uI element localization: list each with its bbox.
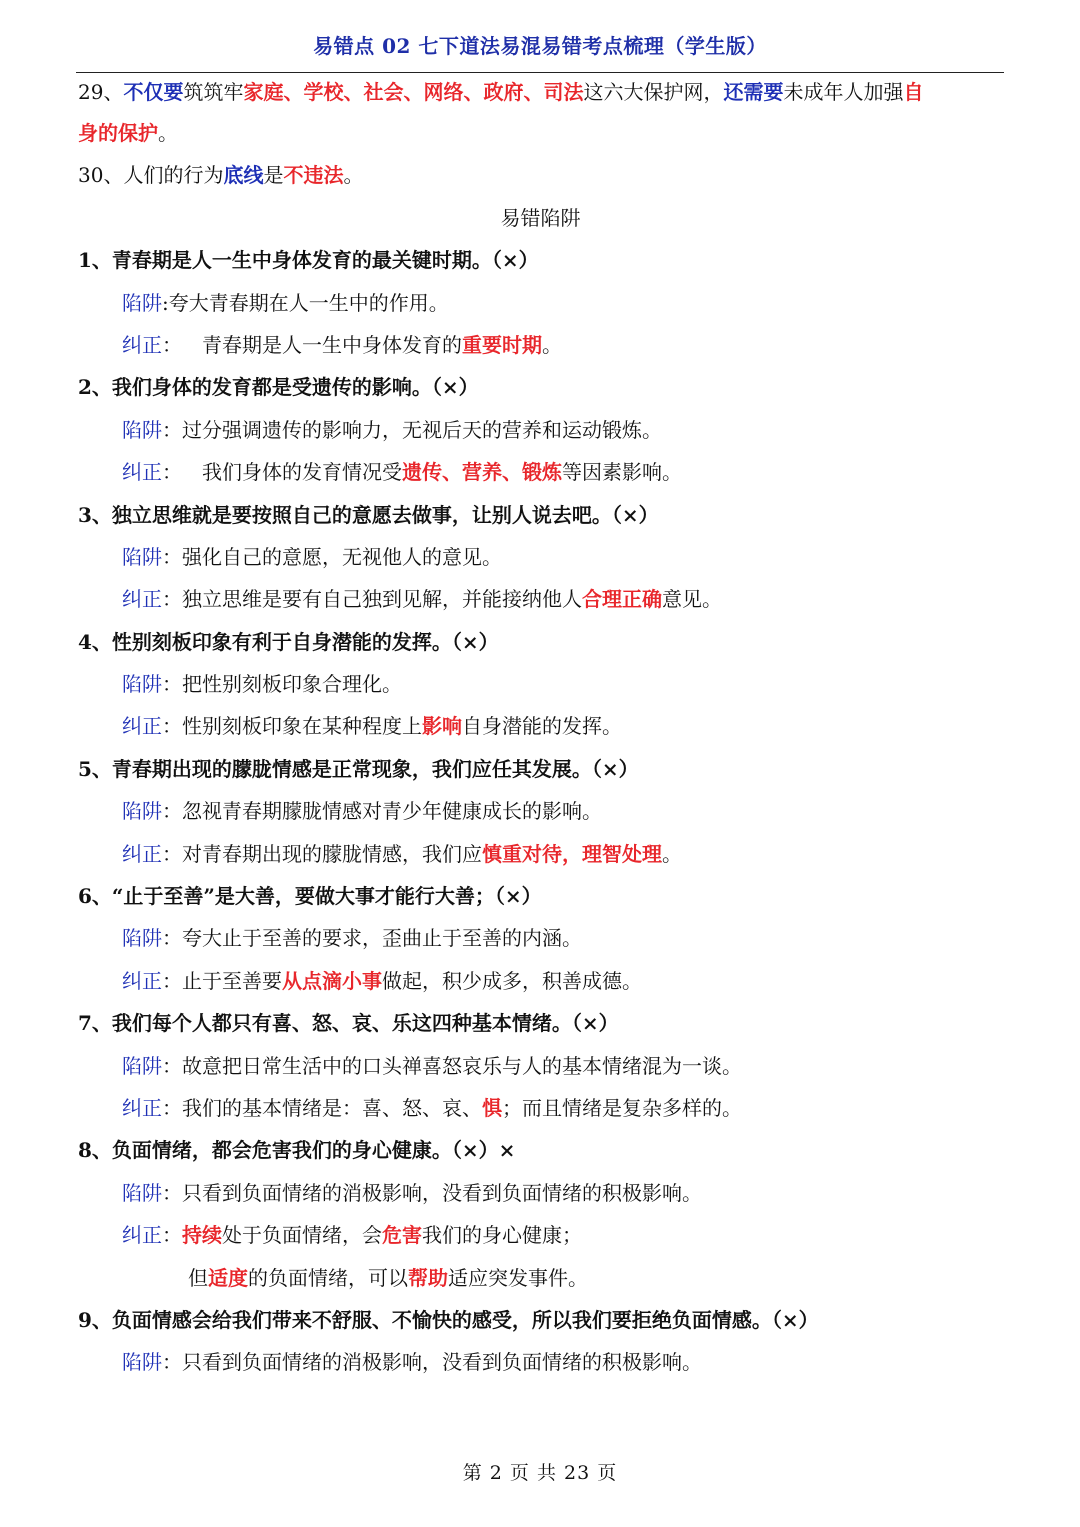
trap-question: 9、负面情感会给我们带来不舒服、不愉快的感受，所以我们要拒绝负面情感。（×） xyxy=(78,1307,819,1332)
trap-item-9 xyxy=(78,1299,1003,1384)
trap-explanation: 陷阱：故意把日常生活中的口头禅喜怒哀乐与人的基本情绪混为一谈。 xyxy=(122,1053,742,1078)
trap-question: 7、我们每个人都只有喜、怒、哀、乐这四种基本情绪。（×） xyxy=(78,1011,619,1036)
trap-correction: 纠正：对青春期出现的朦胧情感，我们应慎重对待，理智处理。 xyxy=(122,841,682,866)
trap-correction: 纠正： 青春期是人一生中身体发育的重要时期。 xyxy=(122,332,562,357)
trap-question: 1、青春期是人一生中身体发育的最关键时期。（×） xyxy=(78,248,539,273)
page-header-title: 易错点 02 七下道法易混易错考点梳理（学生版） xyxy=(313,34,767,58)
trap-explanation: 陷阱：过分强调遗传的影响力，无视后天的营养和运动锻炼。 xyxy=(122,417,662,442)
trap-question: 8、负面情绪，都会危害我们的身心健康。（×）× xyxy=(78,1138,516,1163)
trap-correction: 纠正：独立思维是要有自己独到见解，并能接纳他人合理正确意见。 xyxy=(122,587,722,612)
trap-item-1 xyxy=(78,239,1003,366)
trap-item-5 xyxy=(78,748,1003,875)
item-29-line-1: 29、不仅要筑筑牢家庭、学校、社会、网络、政府、司法这六大保护网，还需要未成年人加强自 xyxy=(78,80,924,104)
trap-item-7 xyxy=(78,1002,1003,1129)
item-29-line-2: 身的保护。 xyxy=(78,121,178,145)
trap-question: 6、“止于至善”是大善，要做大事才能行大善；（×） xyxy=(78,884,542,909)
trap-correction-continued: 但适度的负面情绪，可以帮助适应突发事件。 xyxy=(188,1265,588,1290)
trap-explanation: 陷阱：只看到负面情绪的消极影响，没看到负面情绪的积极影响。 xyxy=(122,1180,702,1205)
trap-item-8 xyxy=(78,1129,1003,1299)
trap-explanation: 陷阱：只看到负面情绪的消极影响，没看到负面情绪的积极影响。 xyxy=(122,1350,702,1375)
trap-item-4 xyxy=(78,621,1003,748)
trap-explanation: 陷阱：强化自己的意愿，无视他人的意见。 xyxy=(122,544,502,569)
trap-explanation: 陷阱：夸大止于至善的要求，歪曲止于至善的内涵。 xyxy=(122,926,582,951)
trap-question: 2、我们身体的发育都是受遗传的影响。（×） xyxy=(78,375,479,400)
item-30: 30、人们的行为底线是不违法。 xyxy=(78,163,364,188)
trap-explanation: 陷阱：忽视青春期朦胧情感对青少年健康成长的影响。 xyxy=(122,799,602,824)
trap-item-6 xyxy=(78,875,1003,1002)
trap-explanation: 陷阱：把性别刻板印象合理化。 xyxy=(122,672,402,697)
trap-item-2 xyxy=(78,366,1003,493)
trap-question: 4、性别刻板印象有利于自身潜能的发挥。（×） xyxy=(78,629,499,654)
trap-correction: 纠正：我们的基本情绪是：喜、怒、哀、惧；而且情绪是复杂多样的。 xyxy=(122,1095,742,1120)
section-title: 易错陷阱 xyxy=(500,205,581,230)
document-body xyxy=(78,72,1003,1384)
trap-correction: 纠正：持续处于负面情绪，会危害我们的身心健康； xyxy=(122,1223,582,1248)
trap-item-3 xyxy=(78,494,1003,621)
trap-correction: 纠正： 我们身体的发育情况受遗传、营养、锻炼等因素影响。 xyxy=(122,460,682,485)
page-footer: 第 2 页 共 23 页 xyxy=(462,1462,618,1484)
trap-correction: 纠正：止于至善要从点滴小事做起，积少成多，积善成德。 xyxy=(122,968,642,993)
trap-question: 3、独立思维就是要按照自己的意愿去做事，让别人说去吧。（×） xyxy=(78,502,659,527)
trap-question: 5、青春期出现的朦胧情感是正常现象，我们应任其发展。（×） xyxy=(78,756,639,781)
trap-correction: 纠正：性别刻板印象在某种程度上影响自身潜能的发挥。 xyxy=(122,714,622,739)
trap-explanation: 陷阱:夸大青春期在人一生中的作用。 xyxy=(122,290,449,315)
